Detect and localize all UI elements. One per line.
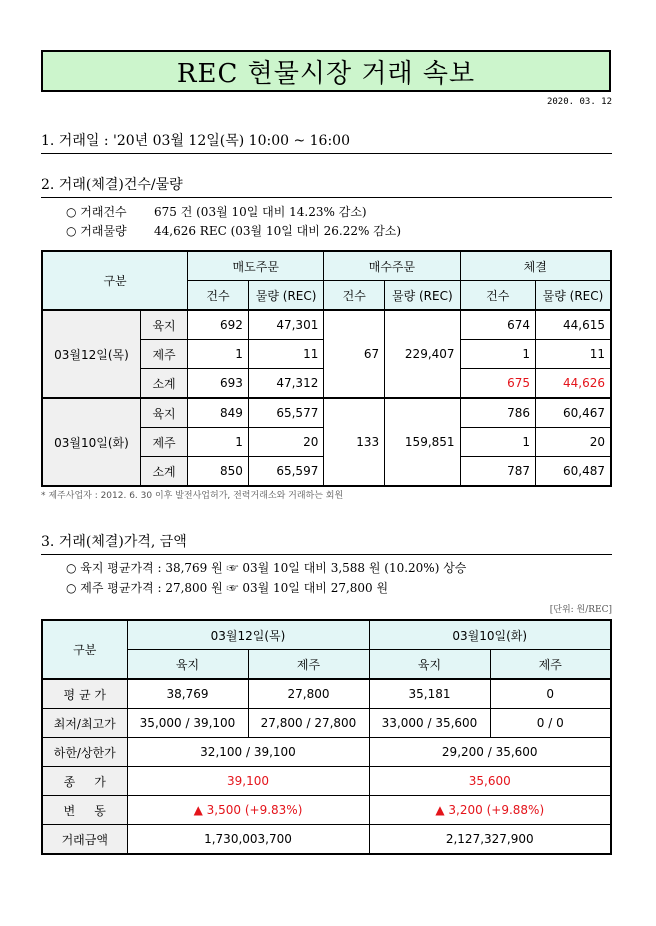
cell-value: 11: [535, 340, 611, 369]
cell-value: 692: [188, 310, 249, 340]
cell-value: 0: [490, 679, 611, 709]
cell-value: 0 / 0: [490, 709, 611, 738]
row-label-subtotal: 소계: [141, 457, 188, 487]
header-land: 육지: [369, 650, 490, 680]
header-count: 건수: [324, 281, 385, 311]
cell-value: 32,100 / 39,100: [127, 738, 369, 767]
change-0310: ▲ 3,200 (+9.88%): [369, 796, 611, 825]
cell-value: 60,487: [535, 457, 611, 487]
header-jeju: 제주: [248, 650, 369, 680]
row-label-land: 육지: [141, 310, 188, 340]
price-table: [41, 619, 612, 855]
cell-value: 11: [248, 340, 323, 369]
buy-volume-0312: 229,407: [385, 310, 460, 398]
header-count: 건수: [188, 281, 249, 311]
trade-volume-value: 44,626 REC (03월 10일 대비 26.22% 감소): [154, 224, 402, 238]
land-avg-price-line: ○ 육지 평균가격 : 38,769 원 ☞ 03월 10일 대비 3,588 원 (10.20%) 상승: [66, 561, 467, 575]
change-0312: ▲ 3,500 (+9.83%): [127, 796, 369, 825]
cell-value: 27,800: [248, 679, 369, 709]
cell-value: 35,000 / 39,100: [127, 709, 248, 738]
row-label-avg: 평 균 가: [42, 679, 127, 709]
cell-value: 33,000 / 35,600: [369, 709, 490, 738]
header-gubun: 구분: [42, 620, 127, 679]
row-label-minmax: 최저/최고가: [42, 709, 127, 738]
deal-count-subtotal-0312: 675: [460, 369, 535, 399]
cell-value: 1: [188, 428, 249, 457]
trade-count-line: [66, 203, 367, 220]
cell-value: 38,769: [127, 679, 248, 709]
cell-value: 674: [460, 310, 535, 340]
row-label-jeju: 제주: [141, 340, 188, 369]
buy-count-0312: 67: [324, 310, 385, 398]
row-label-limit: 하한/상한가: [42, 738, 127, 767]
header-volume: 물량 (REC): [248, 281, 323, 311]
group-label-0310: 03월10일(화): [42, 398, 141, 486]
row-label-amount: 거래금액: [42, 825, 127, 855]
cell-value: 44,615: [535, 310, 611, 340]
header-date-0310: 03월10일(화): [369, 620, 611, 650]
cell-value: 787: [460, 457, 535, 487]
cell-value: 1: [188, 340, 249, 369]
cell-value: 693: [188, 369, 249, 399]
cell-value: 27,800 / 27,800: [248, 709, 369, 738]
row-label-subtotal: 소계: [141, 369, 188, 399]
header-deals: 체결: [460, 251, 611, 281]
row-label-close: 종 가: [42, 767, 127, 796]
buy-volume-0310: 159,851: [385, 398, 460, 486]
buy-count-0310: 133: [324, 398, 385, 486]
cell-value: 1,730,003,700: [127, 825, 369, 855]
close-price-0310: 35,600: [369, 767, 611, 796]
row-label-jeju: 제주: [141, 428, 188, 457]
cell-value: 20: [535, 428, 611, 457]
section-trade-date: 1. 거래일 : '20년 03월 12일(목) 10:00 ~ 16:00: [41, 130, 612, 154]
header-buy-orders: 매수주문: [324, 251, 460, 281]
section-volume-heading: 2. 거래(체결)건수/물량: [41, 174, 612, 198]
cell-value: 786: [460, 398, 535, 428]
group-label-0312: 03월12일(목): [42, 310, 141, 398]
cell-value: 2,127,327,900: [369, 825, 611, 855]
cell-value: 1: [460, 428, 535, 457]
volume-table: [41, 250, 612, 487]
trade-volume-line: [66, 222, 401, 239]
header-volume: 물량 (REC): [385, 281, 460, 311]
header-gubun: 구분: [42, 251, 188, 310]
cell-value: 47,301: [248, 310, 323, 340]
close-price-0312: 39,100: [127, 767, 369, 796]
header-sell-orders: 매도주문: [188, 251, 324, 281]
cell-value: 65,577: [248, 398, 323, 428]
row-label-land: 육지: [141, 398, 188, 428]
cell-value: 35,181: [369, 679, 490, 709]
header-volume: 물량 (REC): [535, 281, 611, 311]
header-jeju: 제주: [490, 650, 611, 680]
cell-value: 849: [188, 398, 249, 428]
cell-value: 47,312: [248, 369, 323, 399]
cell-value: 65,597: [248, 457, 323, 487]
section-price-heading: 3. 거래(체결)가격, 금액: [41, 531, 612, 555]
report-date: 2020. 03. 12: [546, 97, 612, 107]
cell-value: 60,467: [535, 398, 611, 428]
cell-value: 20: [248, 428, 323, 457]
header-count: 건수: [460, 281, 535, 311]
trade-count-value: 675 건 (03월 10일 대비 14.23% 감소): [154, 205, 367, 219]
header-date-0312: 03월12일(목): [127, 620, 369, 650]
deal-volume-subtotal-0312: 44,626: [535, 369, 611, 399]
unit-label: [단위: 원/REC]: [549, 605, 612, 615]
cell-value: 1: [460, 340, 535, 369]
row-label-change: 변 동: [42, 796, 127, 825]
cell-value: 29,200 / 35,600: [369, 738, 611, 767]
footnote: * 제주사업자 : 2012. 6. 30 이후 발전사업허가, 전력거래소와 거래하는 회원: [41, 491, 344, 501]
jeju-avg-price-line: ○ 제주 평균가격 : 27,800 원 ☞ 03월 10일 대비 27,800 원: [66, 581, 389, 595]
trade-volume-label: ○ 거래물량: [66, 224, 127, 238]
header-land: 육지: [127, 650, 248, 680]
cell-value: 850: [188, 457, 249, 487]
page-title: REC 현물시장 거래 속보: [41, 50, 611, 92]
trade-count-label: ○ 거래건수: [66, 205, 127, 219]
